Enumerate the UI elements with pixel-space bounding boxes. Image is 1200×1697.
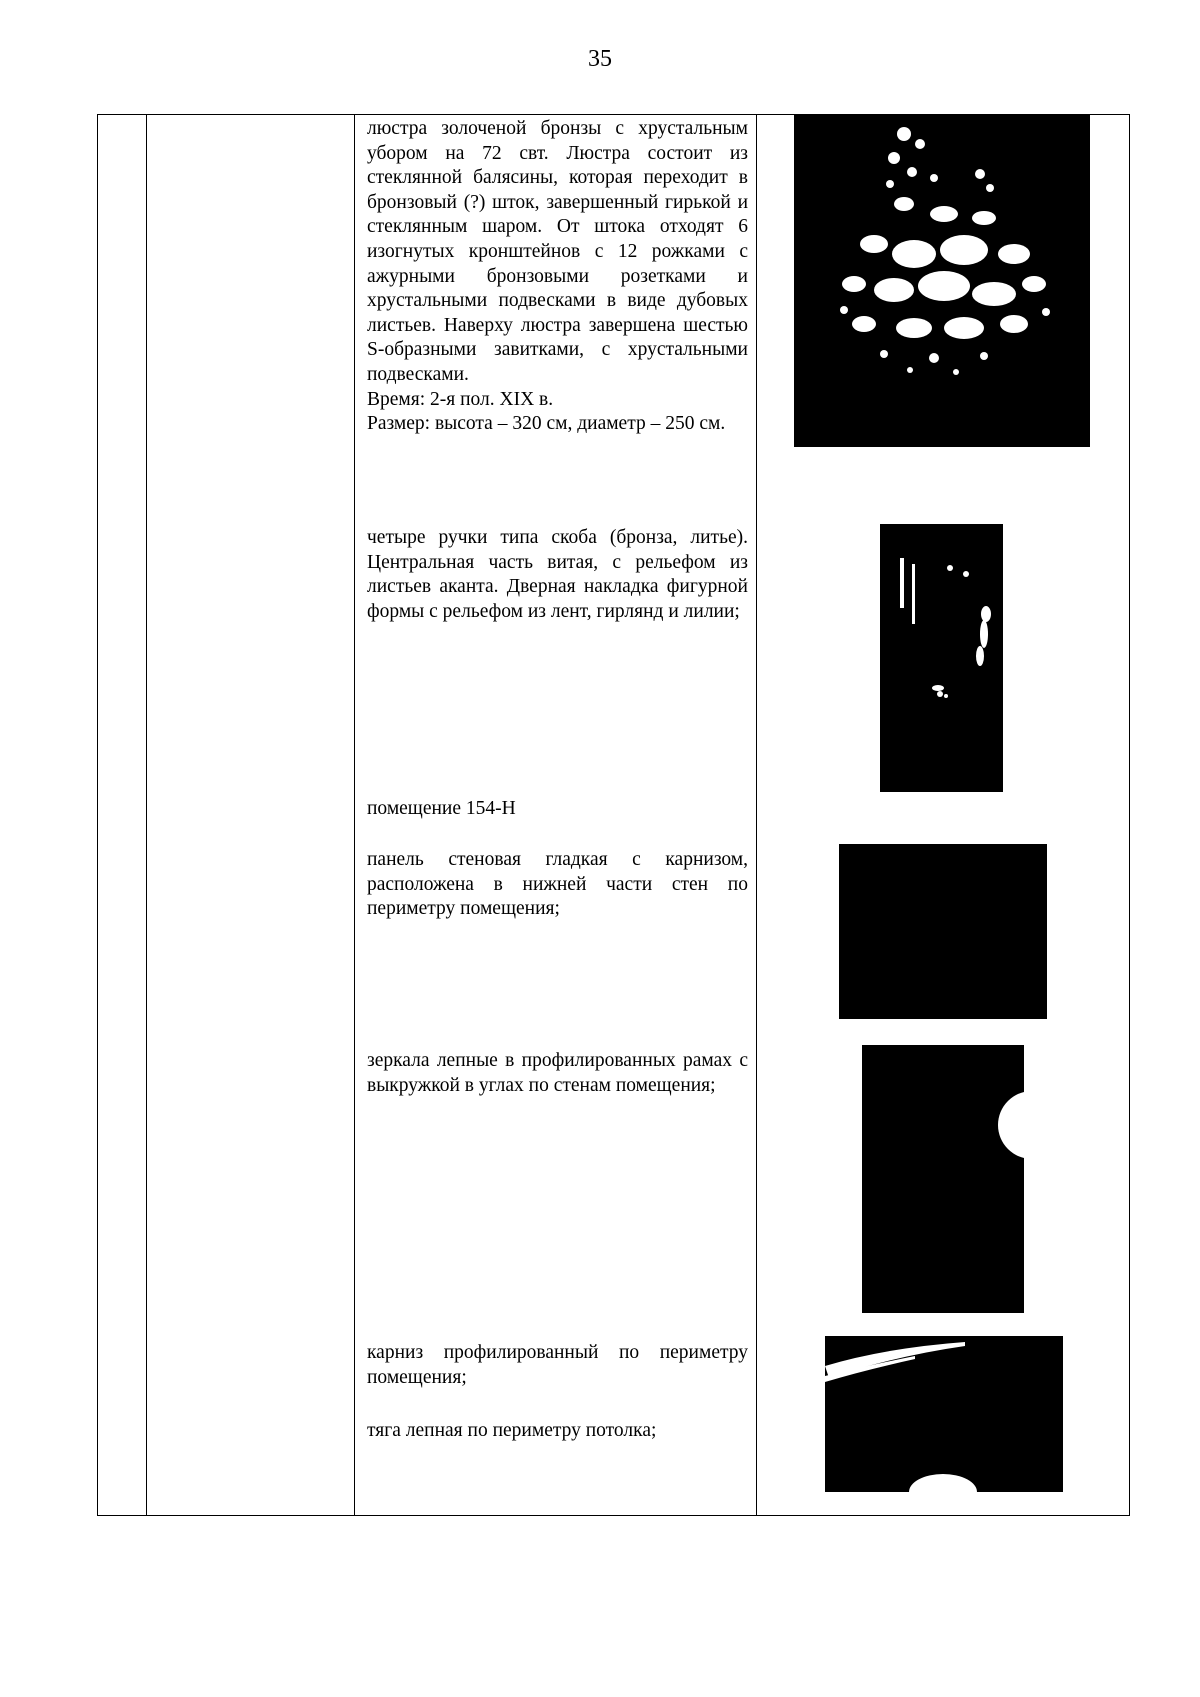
cornice-text: карниз профилированный по периметру помещения; [367, 1342, 748, 1388]
room-heading [367, 797, 748, 822]
mirrors-text: зеркала лепные в профилированных рамах с выкружкой в углах по стенам помещения; [367, 1050, 748, 1096]
column-divider [756, 115, 757, 1515]
mirrors-description [367, 1049, 748, 1098]
door-handles-text: четыре ручки типа скоба (бронза, литье). Центральная часть витая, с рельефом из листьев аканта. Дверная накладка фигурной формы с рельефом из лент, гирлянд и лилии; [367, 527, 748, 622]
door-handles-description [367, 526, 748, 624]
door-handle-photo [880, 524, 1003, 792]
ceiling-molding-description [367, 1419, 748, 1444]
wall-panel-photo [839, 844, 1047, 1019]
chandelier-photo [794, 114, 1090, 447]
cornice-photo [825, 1336, 1063, 1492]
room-number: помещение 154-Н [367, 798, 516, 819]
mirror-frame-photo [862, 1045, 1024, 1313]
column-divider [146, 115, 147, 1515]
cornice-description [367, 1341, 748, 1390]
wall-panel-description [367, 848, 748, 922]
chandelier-description [367, 117, 748, 437]
column-divider [354, 115, 355, 1515]
chandelier-time: Время: 2-я пол. XIX в. [367, 388, 554, 410]
ceiling-molding-text: тяга лепная по периметру потолка; [367, 1420, 657, 1441]
page-number: 35 [588, 46, 612, 72]
chandelier-text: люстра золоченой бронзы с хрустальным убором на 72 свт. Люстра состоит из стеклянной балясины, которая переходит в бронзовый (?) шток, завершенный гирькой и стеклянным шаром. От штока отходят 6 изогнутых кронштейнов с 12 рожками с ажурными бронзовыми розетками и хрустальными подвесками в виде дубовых листьев. Наверху люстра завершена шестью S-образными завитками, с хрустальными подвесками. [367, 118, 748, 385]
chandelier-size: Размер: высота – 320 см, диаметр – 250 см. [367, 413, 726, 435]
wall-panel-text: панель стеновая гладкая с карнизом, расположена в нижней части стен по периметру помещения; [367, 849, 748, 920]
